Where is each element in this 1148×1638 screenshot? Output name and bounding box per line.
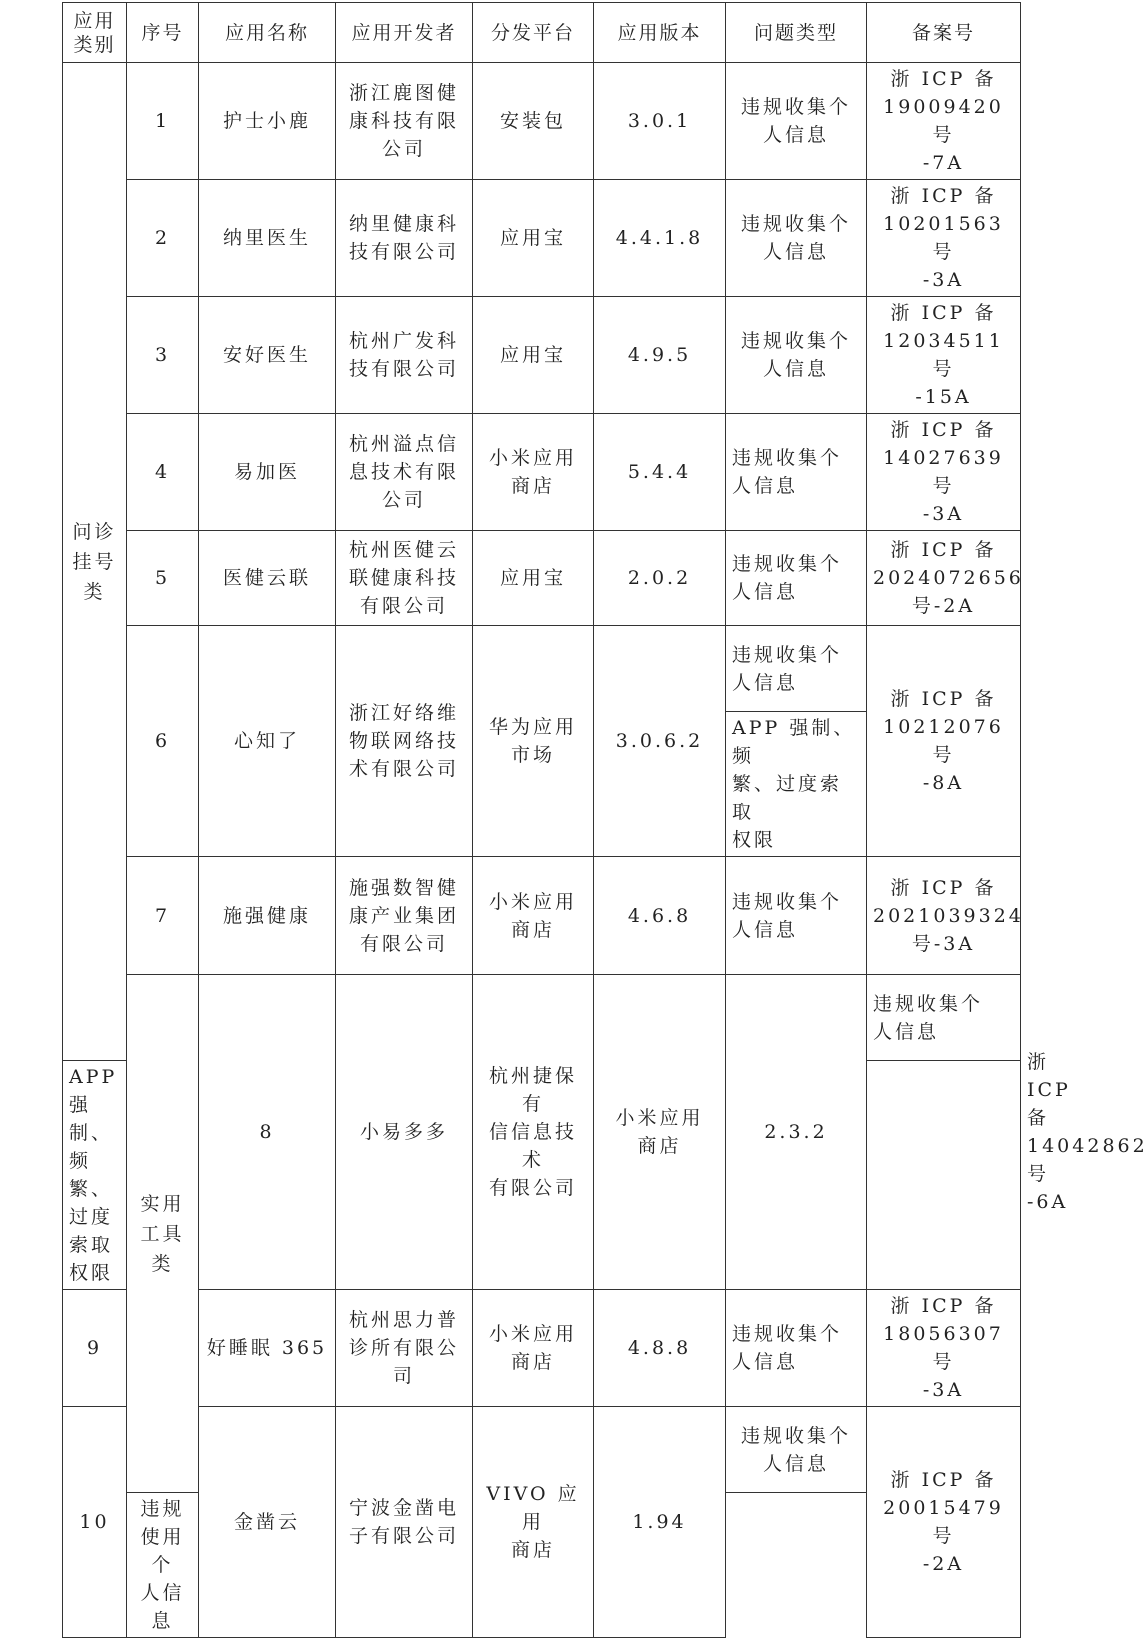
seq-cell: 5 [127, 531, 199, 626]
seq-cell: 1 [127, 63, 199, 180]
seq-cell: 9 [63, 1290, 127, 1407]
seq-cell: 4 [127, 414, 199, 531]
table-row [63, 180, 1021, 297]
icp-cell: 浙 ICP 备 10201563 号 -3A [867, 180, 1021, 297]
version-cell: 3.0.6.2 [594, 626, 726, 857]
issue-cell: 违规收集个 人信息 [726, 297, 867, 414]
seq-cell: 7 [127, 857, 199, 975]
platform-cell: 小米应用 商店 [594, 975, 726, 1290]
app-violation-table [62, 2, 1148, 1638]
issue-cell: 违规使用个 人信息 [127, 1493, 199, 1638]
icp-cell: 浙 ICP 备 12034511 号 -15A [867, 297, 1021, 414]
header-developer: 应用开发者 [336, 3, 473, 63]
table-row [63, 626, 1021, 712]
table-row [63, 857, 1021, 975]
app-name-cell: 小易多多 [336, 975, 473, 1290]
app-name-cell: 心知了 [199, 626, 336, 857]
app-name-cell: 纳里医生 [199, 180, 336, 297]
platform-cell: VIVO 应用 商店 [473, 1407, 594, 1638]
issue-cell: 违规收集个 人信息 [726, 857, 867, 975]
header-platform: 分发平台 [473, 3, 594, 63]
table-row [63, 531, 1021, 626]
version-cell: 3.0.1 [594, 63, 726, 180]
app-name-cell: 金凿云 [199, 1407, 336, 1638]
header-issue: 问题类型 [726, 3, 867, 63]
table-row [63, 414, 1021, 531]
seq-cell: 8 [199, 975, 336, 1290]
table-row [63, 1407, 1021, 1493]
developer-cell: 杭州捷保有 信信息技术 有限公司 [473, 975, 594, 1290]
developer-cell: 杭州医健云 联健康科技 有限公司 [336, 531, 473, 626]
issue-cell: APP 强制、频 繁、过度索取 权限 [726, 712, 867, 857]
platform-cell: 应用宝 [473, 297, 594, 414]
platform-cell: 小米应用 商店 [473, 857, 594, 975]
table-row [63, 297, 1021, 414]
version-cell: 4.4.1.8 [594, 180, 726, 297]
table-row [63, 63, 1021, 180]
app-name-cell: 医健云联 [199, 531, 336, 626]
developer-cell: 杭州广发科 技有限公司 [336, 297, 473, 414]
version-cell: 5.4.4 [594, 414, 726, 531]
platform-cell: 应用宝 [473, 531, 594, 626]
issue-cell: 违规收集个 人信息 [867, 975, 1021, 1061]
issue-cell: 违规收集个 人信息 [726, 63, 867, 180]
seq-cell: 10 [63, 1407, 127, 1638]
version-cell: 2.0.2 [594, 531, 726, 626]
developer-cell: 施强数智健 康产业集团 有限公司 [336, 857, 473, 975]
category-cell: 问诊 挂号 类 [63, 63, 127, 1061]
platform-cell: 小米应用 商店 [473, 1290, 594, 1407]
icp-cell: 浙 ICP 备 10212076 号 -8A [867, 626, 1021, 857]
app-name-cell: 安好医生 [199, 297, 336, 414]
icp-cell: 浙 ICP 备 2024072656 号-2A [867, 531, 1021, 626]
developer-cell: 浙江鹿图健 康科技有限 公司 [336, 63, 473, 180]
app-name-cell: 施强健康 [199, 857, 336, 975]
developer-cell: 杭州思力普 诊所有限公 司 [336, 1290, 473, 1407]
developer-cell: 杭州溢点信 息技术有限 公司 [336, 414, 473, 531]
table-row: 实用 工具 类 8 小易多多 杭州捷保有 信信息技术 有限公司 小米应用 商店 2.3.2 违规收集个 人信息 浙 ICP 备 14042862 号 -6A [63, 975, 1021, 1061]
table-row [63, 1290, 1021, 1407]
developer-cell: 纳里健康科 技有限公司 [336, 180, 473, 297]
developer-cell: 宁波金凿电 子有限公司 [336, 1407, 473, 1638]
developer-cell: 浙江好络维 物联网络技 术有限公司 [336, 626, 473, 857]
table-body [63, 63, 1148, 1638]
issue-cell: 违规收集个 人信息 [726, 414, 867, 531]
icp-cell: 浙 ICP 备 19009420 号 -7A [867, 63, 1021, 180]
issue-cell: 违规收集个 人信息 [726, 1407, 867, 1493]
version-cell: 1.94 [594, 1407, 726, 1638]
issue-cell: 违规收集个 人信息 [726, 180, 867, 297]
header-icp: 备案号 [867, 3, 1021, 63]
app-name-cell: 护士小鹿 [199, 63, 336, 180]
app-name-cell: 易加医 [199, 414, 336, 531]
platform-cell: 华为应用 市场 [473, 626, 594, 857]
version-cell: 2.3.2 [726, 975, 867, 1290]
platform-cell: 应用宝 [473, 180, 594, 297]
issue-cell: APP 强制、频 繁、过度索取 权限 [63, 1061, 127, 1290]
issue-cell: 违规收集个 人信息 [726, 1290, 867, 1407]
app-name-cell: 好睡眠 365 [199, 1290, 336, 1407]
platform-cell: 小米应用 商店 [473, 414, 594, 531]
seq-cell: 3 [127, 297, 199, 414]
icp-cell: 浙 ICP 备 20015479 号 -2A [867, 1407, 1021, 1638]
category-cell: 实用 工具 类 [127, 975, 199, 1493]
version-cell: 4.8.8 [594, 1290, 726, 1407]
version-cell: 4.9.5 [594, 297, 726, 414]
seq-cell: 2 [127, 180, 199, 297]
issue-cell: 违规收集个 人信息 [726, 531, 867, 626]
icp-cell: 浙 ICP 备 2021039324 号-3A [867, 857, 1021, 975]
header-category: 应用 类别 [63, 3, 127, 63]
seq-cell: 6 [127, 626, 199, 857]
icp-cell: 浙 ICP 备 14027639 号 -3A [867, 414, 1021, 531]
header-name: 应用名称 [199, 3, 336, 63]
header-seq: 序号 [127, 3, 199, 63]
version-cell: 4.6.8 [594, 857, 726, 975]
issue-cell: 违规收集个 人信息 [726, 626, 867, 712]
platform-cell: 安装包 [473, 63, 594, 180]
header-version: 应用版本 [594, 3, 726, 63]
icp-cell: 浙 ICP 备 18056307 号 -3A [867, 1290, 1021, 1407]
header-row [63, 3, 1021, 63]
